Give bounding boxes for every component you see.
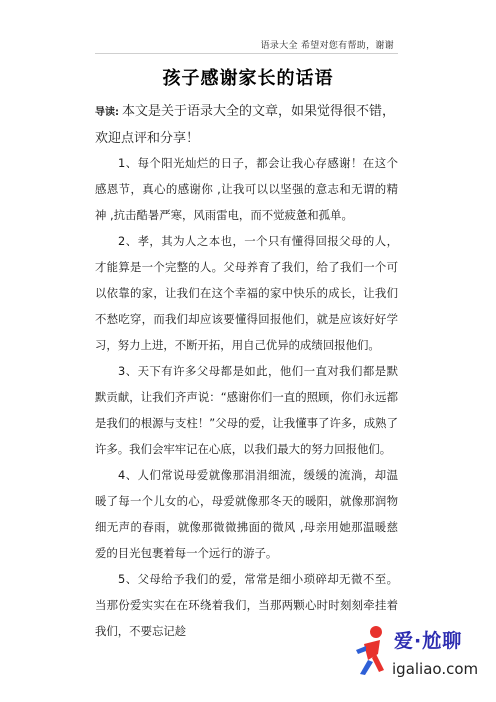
intro-text: 本文是关于语录大全的文章，如果觉得很不错，欢迎点评和分享！ <box>95 104 396 146</box>
header-note: 语录大全 希望对您有帮助，谢谢 <box>260 41 394 51</box>
intro-label: 导读: <box>95 107 119 118</box>
article-body <box>95 150 398 644</box>
runner-logo-icon <box>354 624 388 676</box>
paragraph-4: 4、人们常说母爱就像那涓涓细流，缓缓的流淌，却温暖了每一个儿女的心，母爱就像那冬天的暖阳，就像那润物细无声的春雨，就像那微微拂面的微风 ,母亲用她那温暖慈爱的目光包裹着每一个远行的游子。 <box>95 468 398 560</box>
paragraph-3: 3、天下有许多父母都是如此，他们一直对我们都是默默贡献，让我们齐声说：“感谢你们一直的照顾，你们永远都是我们的根源与支柱！”父母的爱，让我懂事了许多，成熟了许多。我们会牢牢记在心底，以我们最大的努力回报他们。 <box>95 364 398 456</box>
paragraph-2: 2、孝，其为人之本也，一个只有懂得回报父母的人，才能算是一个完整的人。父母养育了我们，给了我们一个可以依靠的家，让我们在这个幸福的家中快乐的成长，让我们不愁吃穿，而我们却应该要懂得回报他们，就是应该好好学习，努力上进，不断开拓，用自己优异的成绩回报他们。 <box>95 234 398 352</box>
intro <box>95 99 395 152</box>
watermark-title: 爱·尬聊 <box>394 630 463 652</box>
paragraph-1: 1、每个阳光灿烂的日子，都会让我心存感谢！在这个感恩节，真心的感谢你 ,让我可以以坚强的意志和无谓的精神 ,抗击酷暑严寒，风雨雷电，而不觉疲惫和孤单。 <box>95 156 398 222</box>
header-divider <box>95 53 398 54</box>
page-title: 孩子感谢家长的话语 <box>162 68 334 89</box>
site-watermark <box>354 620 486 696</box>
paragraph-5: 5、父母给予我们的爱，常常是细小琐碎却无微不至。当那份爱实实在在环绕着我们，当那两颗心时时刻刻牵挂着我们，不要忘记趁 <box>95 572 398 638</box>
watermark-url: igaliao.com <box>392 660 479 678</box>
